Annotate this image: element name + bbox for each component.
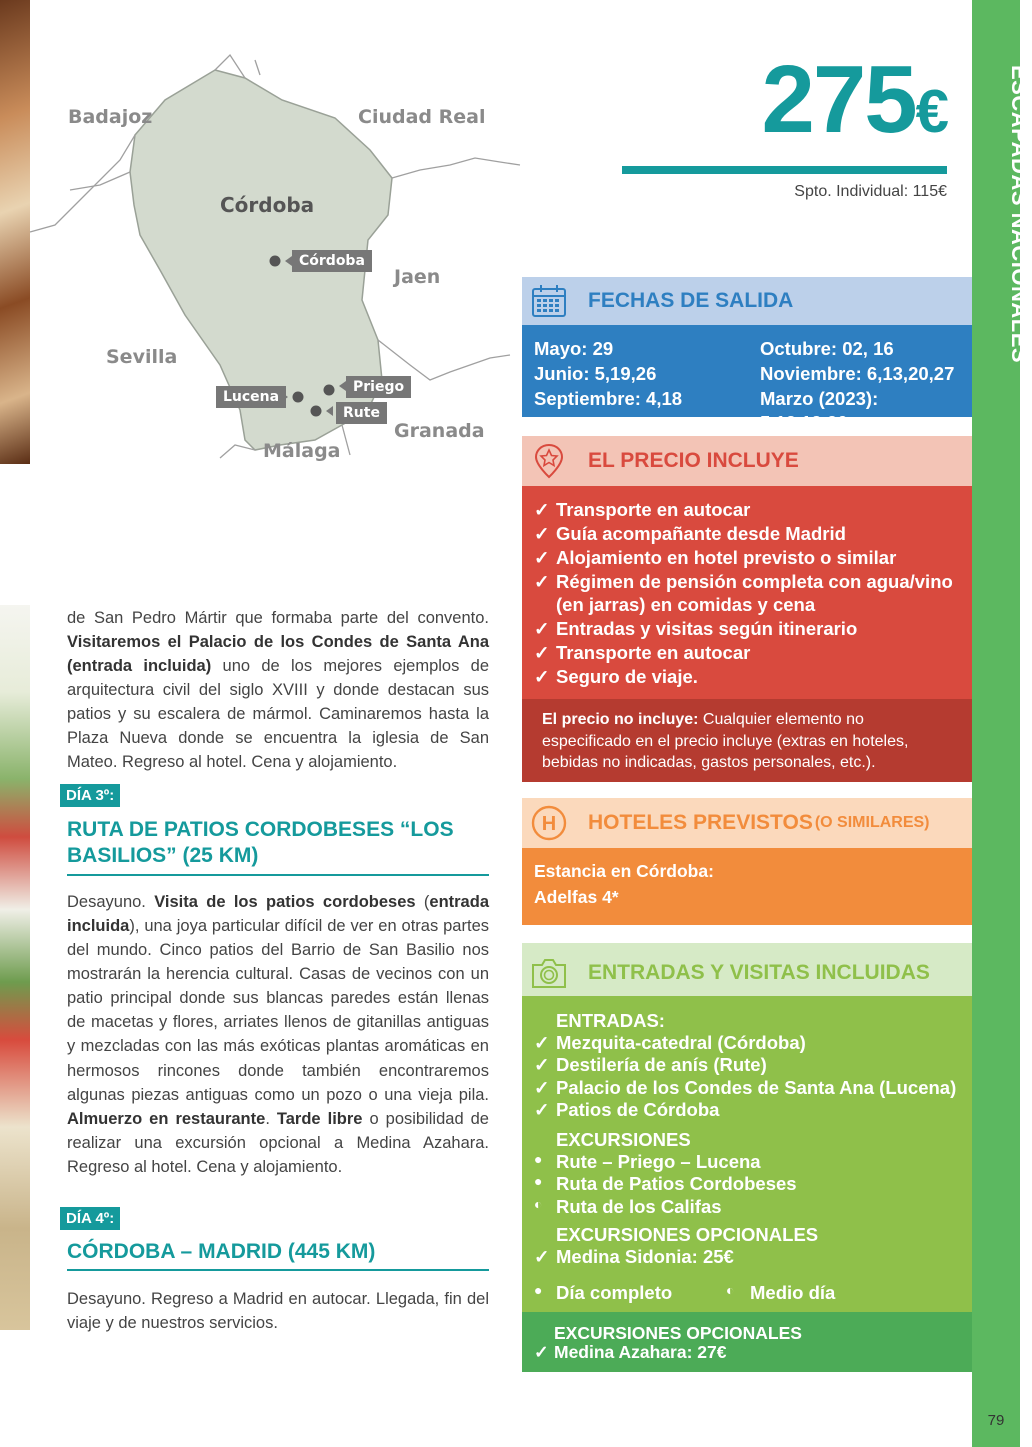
day4-badge: DÍA 4º:	[60, 1207, 120, 1230]
list-item: ✓ Guía acompañante desde Madrid	[534, 522, 846, 544]
hoteles-box	[522, 798, 972, 925]
opcionales-heading: EXCURSIONES OPCIONALES	[556, 1223, 819, 1245]
map-label-cordoba-province: Córdoba	[220, 193, 315, 217]
incluye-box	[522, 436, 972, 782]
entradas-title: ENTRADAS Y VISITAS INCLUIDAS	[588, 960, 930, 984]
calendar-icon	[530, 282, 568, 320]
svg-text:H: H	[541, 813, 557, 835]
half-day-icon: ◐	[726, 1282, 735, 1299]
hoteles-body	[522, 848, 972, 925]
incluye-header	[522, 436, 972, 486]
page-number: 79	[987, 1412, 1005, 1429]
map-label-sevilla: Sevilla	[106, 346, 178, 368]
hotel-icon	[530, 804, 568, 842]
price-underline	[622, 166, 947, 174]
map-town-rute: Rute	[336, 402, 387, 424]
list-item: ✓ Destilería de anís (Rute)	[534, 1054, 767, 1076]
hoteles-title: HOTELES PREVISTOS	[588, 811, 813, 834]
list-item: ✓ Medina Sidonia: 25€	[534, 1245, 734, 1267]
entradas-body	[522, 996, 972, 1312]
opcionales-footer	[522, 1312, 972, 1372]
map-town-cordoba: Córdoba	[292, 250, 372, 272]
fechas-body	[522, 325, 972, 434]
list-item: ✓ Seguro de viaje.	[534, 666, 698, 688]
incluye-body	[522, 486, 972, 699]
incluye-title: EL PRECIO INCLUYE	[588, 449, 799, 472]
list-item: ✓ Alojamiento en hotel previsto o similar	[534, 546, 897, 568]
list-item: ✓ Transporte en autocar	[534, 499, 751, 520]
fechas-date: Marzo (2023): 5,12,19,26	[760, 388, 879, 434]
list-item: ✓ Entradas y visitas según itinerario	[534, 618, 858, 640]
map-label-granada: Granada	[394, 420, 485, 442]
day4-title: CÓRDOBA – MADRID (445 KM)	[67, 1239, 489, 1271]
fechas-box	[522, 277, 972, 434]
day4-text: Desayuno. Regreso a Madrid en autocar. Llegada, fin del viaje y de nuestros servicios.	[67, 1290, 489, 1333]
fechas-date: Octubre: 02, 16	[760, 338, 894, 359]
region-map	[30, 0, 525, 470]
section-title: ESCAPADAS NACIONALES	[1007, 65, 1032, 364]
list-item: ◐ Ruta de los Califas	[534, 1195, 722, 1217]
excursiones-heading: EXCURSIONES	[556, 1128, 691, 1150]
fechas-title: FECHAS DE SALIDA	[588, 289, 794, 312]
price-amount: 275€	[761, 46, 947, 153]
list-item: ✓ Palacio de los Condes de Santa Ana (Lucena)	[534, 1076, 957, 1098]
day3-text: Desayuno. Visita de los patios cordobeses (entrada incluida), una joya particular difícil de ver en otras partes del mundo. Cinco patios del Barrio de San Basilio nos mostrarán la herencia cultural. Casas de vecinos con un patio principal donde sus blancas paredes están llenas de macetas y flores, arriates llenos de gitanillas antiguas y mezcladas con las más exóticas plantas aromáticas en hermosos rincones donde también encontraremos algunas piezas antiguas como un pozo o una vieja pila. Almuerzo en restaurante. Tarde libre o posibilidad de realizar una excursión opcional a Medina Azahara. Regreso al hotel. Cena y alojamiento.	[67, 893, 489, 1176]
list-item: ✓ Medina Azahara: 27€	[534, 1342, 727, 1363]
list-item: ✓ Transporte en autocar	[534, 642, 751, 664]
map-label-jaen: Jaen	[394, 266, 441, 288]
day2-continued: de San Pedro Mártir que formaba parte del convento. Visitaremos el Palacio de los Condes de Santa Ana (entrada incluida) uno de los mejores ejemplos de arquitectura civil del siglo XVIII y donde destacan sus patios y su escalera de mármol. Caminaremos hasta la Plaza Nueva donde se encuentra la iglesia de San Mateo. Regreso al hotel. Cena y alojamiento.	[67, 609, 489, 772]
fechas-date: Mayo: 29	[534, 338, 614, 359]
camera-icon	[530, 954, 568, 992]
hotel-name: Adelfas 4*	[534, 887, 619, 908]
map-label-ciudad-real: Ciudad Real	[358, 106, 486, 128]
entradas-heading: ENTRADAS:	[556, 1010, 665, 1031]
list-item: ● Ruta de Patios Cordobeses	[534, 1173, 797, 1195]
map-label-malaga: Málaga	[263, 440, 341, 462]
fechas-header	[522, 277, 972, 325]
footer-heading: EXCURSIONES OPCIONALES	[554, 1323, 802, 1343]
hoteles-title-suffix: (O SIMILARES)	[814, 814, 930, 831]
fechas-date: Septiembre: 4,18	[534, 388, 683, 410]
badge-star-icon	[530, 442, 568, 480]
legend-half-day: Medio día	[750, 1282, 836, 1304]
map-label-badajoz: Badajoz	[68, 106, 153, 128]
fechas-date: Junio: 5,19,26	[534, 363, 657, 385]
list-item: ✓ Régimen de pensión completa con agua/vino (en jarras) en comidas y cena	[534, 570, 953, 616]
fechas-date: Noviembre: 6,13,20,27	[760, 363, 955, 385]
legend-full-day: Día completo	[556, 1282, 673, 1304]
hotel-location: Estancia en Córdoba:	[534, 861, 714, 881]
list-item: ✓ Mezquita-catedral (Córdoba)	[534, 1032, 806, 1054]
map-town-priego: Priego	[346, 376, 411, 398]
single-supplement: Spto. Individual: 115€	[794, 183, 947, 200]
day3-badge: DÍA 3º:	[60, 784, 120, 807]
no-incluye-note	[522, 699, 972, 782]
list-item: ● Rute – Priego – Lucena	[534, 1151, 761, 1173]
list-item: ✓ Patios de Córdoba	[534, 1098, 720, 1120]
section-sidebar	[972, 0, 1032, 1447]
legend	[534, 1282, 960, 1304]
no-incluye-text: Cualquier elemento no especificado en el precio incluye (extras en hoteles, bebidas no indicadas, gastos personales, etc.).	[542, 711, 909, 772]
photo-mezquita	[0, 0, 30, 464]
price-currency: €	[915, 78, 947, 145]
entradas-header	[522, 943, 972, 996]
hoteles-header	[522, 798, 972, 848]
photo-patio	[0, 605, 30, 1330]
no-incluye-label: El precio no incluye:	[542, 711, 699, 728]
entradas-box	[522, 943, 972, 1372]
full-day-icon: ●	[534, 1282, 543, 1299]
map-town-lucena: Lucena	[216, 386, 286, 408]
day3-title: RUTA DE PATIOS CORDOBESES “LOS BASILIOS” (25 KM)	[67, 817, 489, 876]
